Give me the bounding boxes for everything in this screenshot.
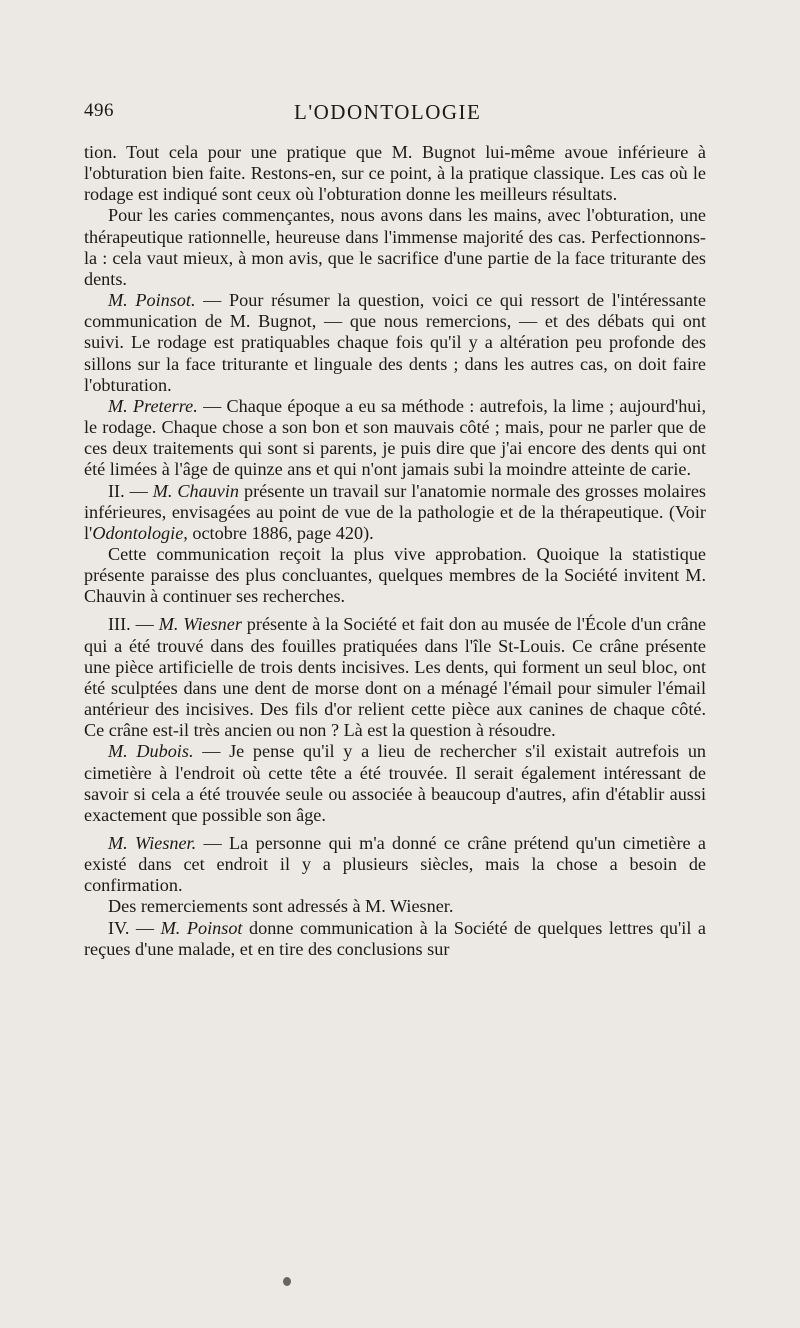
speaker-name: M. Wiesner. bbox=[108, 833, 197, 853]
section-number: IV. — bbox=[108, 917, 161, 938]
ink-speck bbox=[283, 1277, 291, 1286]
paragraph-poinsot bbox=[84, 290, 706, 396]
journal-reference: Odontologie, bbox=[92, 522, 188, 543]
paragraph-poinsot-lettres bbox=[84, 918, 706, 960]
paragraph-rodage-conclusion bbox=[84, 142, 706, 205]
paragraph-text: Cette communication reçoit la plus vive approbation. Quoique la statistique présente paraisse des plus concluantes, quelques membres de la Société invitent M. Chauvin à continuer ses recherches. bbox=[84, 543, 706, 607]
paragraph-text: tion. Tout cela pour une pratique que M. Bugnot lui-même avoue inférieure à l'obturation bien faite. Restons-en, sur ce point, à la pratique classique. Les cas où le rodage est indiqué sont ceux où l'obturation donne les meilleurs résultats. bbox=[84, 142, 706, 205]
body-text bbox=[84, 142, 706, 960]
speaker-name: M. Poinsot bbox=[160, 917, 243, 938]
speaker-name: M. Chauvin bbox=[152, 480, 240, 501]
paragraph-remerciements bbox=[84, 896, 706, 917]
paragraph-text: — Je pense qu'il y a lieu de rechercher s'il existait autrefois un cimetière à l'endroit où cette tête a été trouvée. Il serait également intéressant de savoir si cela a été trouvée seule ou associée à beaucoup d'autres, afin d'établir aussi exactement que possible son âge. bbox=[84, 741, 707, 825]
paragraph-text: — La personne qui m'a donné ce crâne prétend qu'un cimetière a existé dans cet endroit il y a plusieurs siècles, mais la chose a besoin de confirmation. bbox=[84, 833, 706, 896]
paragraph-preterre bbox=[84, 396, 706, 481]
paragraph-text: Pour les caries commençantes, nous avons dans les mains, avec l'obturation, une thérapeutique rationnelle, heureuse dans l'immense majorité des cas. Perfectionnons-la : cela vaut mieux, à mon avis, que le sacrifice d'une partie de la face triturante des dents. bbox=[84, 205, 706, 289]
paragraph-caries bbox=[84, 205, 706, 290]
paragraph-chauvin bbox=[84, 481, 706, 544]
paragraph-text: octobre 1886, page 420). bbox=[187, 522, 374, 543]
section-number: II. — bbox=[108, 480, 153, 501]
paragraph-wiesner-crane bbox=[84, 614, 706, 741]
paragraph-text: présente à la Société et fait don au musée de l'École d'un crâne qui a été trouvé dans des fouilles pratiquées dans l'île St-Louis. Ce crâne présente une pièce artificielle de trois dents incisives. Les dents, qui forment un seul bloc, ont été sculptées dans une dent de morse dont on a ménagé l'émail pour simuler l'émail antérieur des incisives. Des fils d'or relient cette pièce aux canines de chaque côté. Ce crâne est-il très ancien ou non ? Là est la question à résoudre. bbox=[84, 614, 707, 741]
section-number: III. — bbox=[108, 614, 159, 635]
running-title: L'ODONTOLOGIE bbox=[294, 100, 482, 124]
speaker-name: M. Preterre. bbox=[108, 395, 198, 416]
speaker-name: M. Poinsot. bbox=[108, 290, 196, 311]
page-header bbox=[84, 100, 714, 126]
paragraph-approbation bbox=[84, 544, 706, 607]
speaker-name: M. Wiesner bbox=[158, 614, 242, 635]
paragraph-text: Des remerciements sont adressés à M. Wiesner. bbox=[108, 896, 454, 917]
paragraph-text: présente un travail sur l'anatomie normale des grosses molaires inférieures, envisagées au point de vue de la pathologie et de la thérapeutique. (Voir l' bbox=[84, 480, 706, 543]
paragraph-text: — Chaque époque a eu sa méthode : autrefois, la lime ; aujourd'hui, le rodage. Chaque chose a son bon et son mauvais côté ; mais, pour ne parler que de ces deux traitements qui sont si parents, je puis dire que j'ai encore des dents qui ont été limées à l'âge de quinze ans et qui n'ont jamais subi la moindre atteinte de carie. bbox=[84, 395, 707, 480]
paragraph-wiesner-reply bbox=[84, 833, 706, 896]
speaker-name: M. Dubois. bbox=[108, 741, 194, 762]
paragraph-dubois bbox=[84, 741, 706, 826]
paragraph-text: — Pour résumer la question, voici ce qui ressort de l'intéressante communication de M. Bugnot, — que nous remercions, — et des débats qui ont suivi. Le rodage est pratiquables chaque fois qu'il y a altération peu profonde des sillons sur la face triturante et linguale des dents ; dans les autres cas, on doit faire l'obturation. bbox=[84, 290, 706, 395]
page-number: 496 bbox=[84, 100, 114, 121]
paragraph-text: donne communication à la Société de quelques lettres qu'il a reçues d'une malade, et en tire des conclusions sur bbox=[84, 917, 706, 959]
